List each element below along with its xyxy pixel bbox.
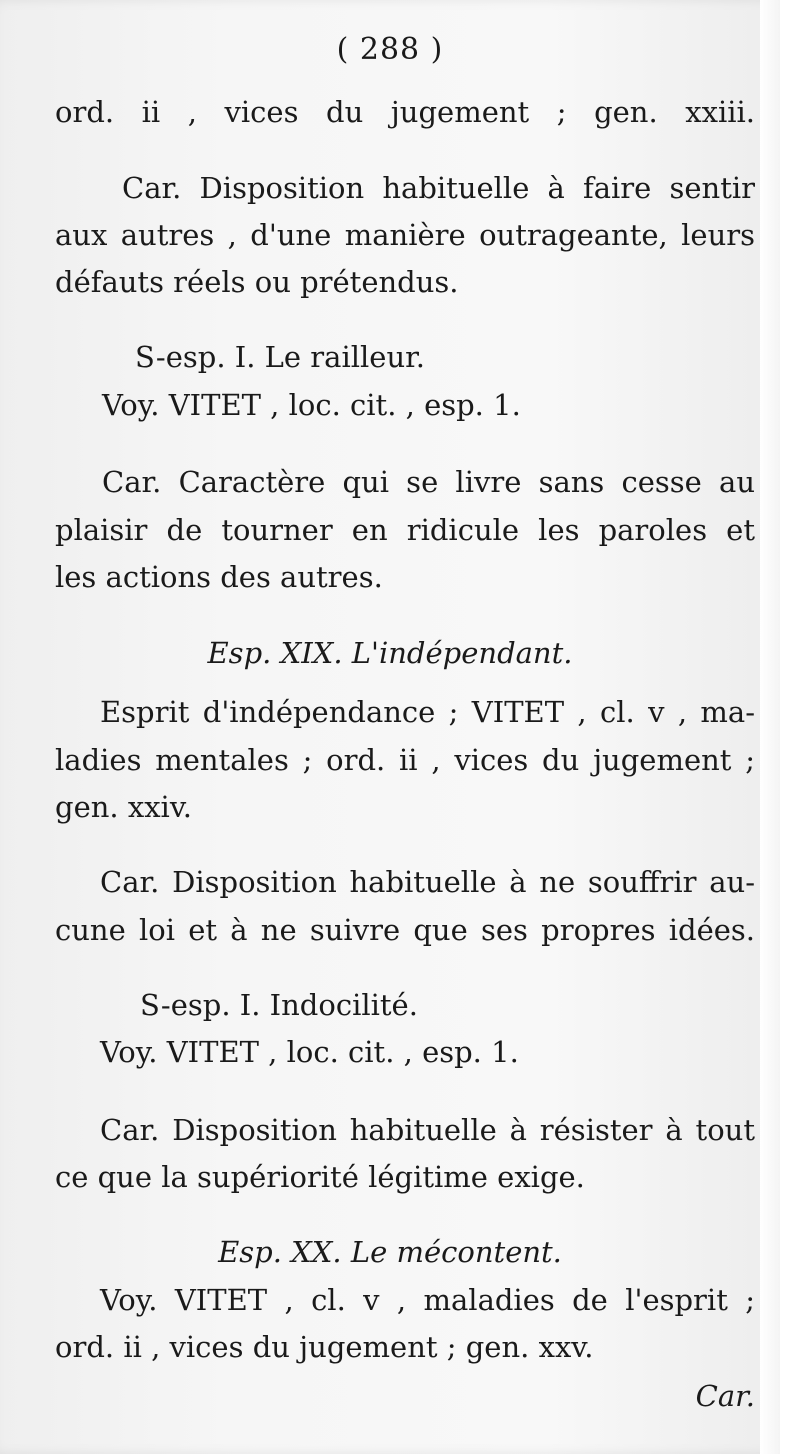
text-line-19: ce que la supériorité légitime exige.: [55, 1160, 585, 1194]
text-line-4: défauts réels ou prétendus.: [55, 265, 459, 299]
text-line-1: ord. ii , vices du jugement ; gen. xxiii.: [55, 95, 755, 129]
subspecies-heading-railleur: S-esp. I. Le railleur.: [135, 340, 426, 374]
text-line-7: Car. Caractère qui se livre sans cesse au: [102, 465, 755, 499]
text-line-12: ladies mentales ; ord. ii , vices du jugement ;: [55, 743, 755, 777]
text-line-18: Car. Disposition habituelle à résister à tout: [100, 1113, 755, 1147]
species-heading-independant: Esp. XIX. L'indépendant.: [207, 636, 573, 670]
text-line-11: Esprit d'indépendance ; VITET , cl. v , ma-: [100, 695, 755, 729]
text-line-15: cune loi et à ne suivre que ses propres idées.: [55, 913, 755, 947]
text-line-9: les actions des autres.: [55, 560, 383, 594]
text-line-3: aux autres , d'une manière outrageante, leurs: [55, 218, 755, 252]
text-line-2: Car. Disposition habituelle à faire sentir: [122, 171, 755, 205]
reference-line-2: Voy. VITET , loc. cit. , esp. 1.: [100, 1035, 519, 1069]
reference-line-1: Voy. VITET , loc. cit. , esp. 1.: [102, 388, 521, 422]
species-heading-mecontent: Esp. XX. Le mécontent.: [218, 1235, 562, 1269]
text-line-8: plaisir de tourner en ridicule les paroles et: [55, 513, 755, 547]
page-number: ( 288 ): [336, 32, 444, 67]
text-line-22: ord. ii , vices du jugement ; gen. xxv.: [55, 1330, 594, 1364]
catchword: Car.: [695, 1379, 755, 1413]
text-line-21: Voy. VITET , cl. v , maladies de l'esprit ;: [100, 1283, 755, 1317]
text-line-14: Car. Disposition habituelle à ne souffrir au-: [100, 865, 755, 899]
text-line-13: gen. xxiv.: [55, 790, 192, 824]
subspecies-heading-indocilite: S-esp. I. Indocilité.: [140, 988, 418, 1022]
